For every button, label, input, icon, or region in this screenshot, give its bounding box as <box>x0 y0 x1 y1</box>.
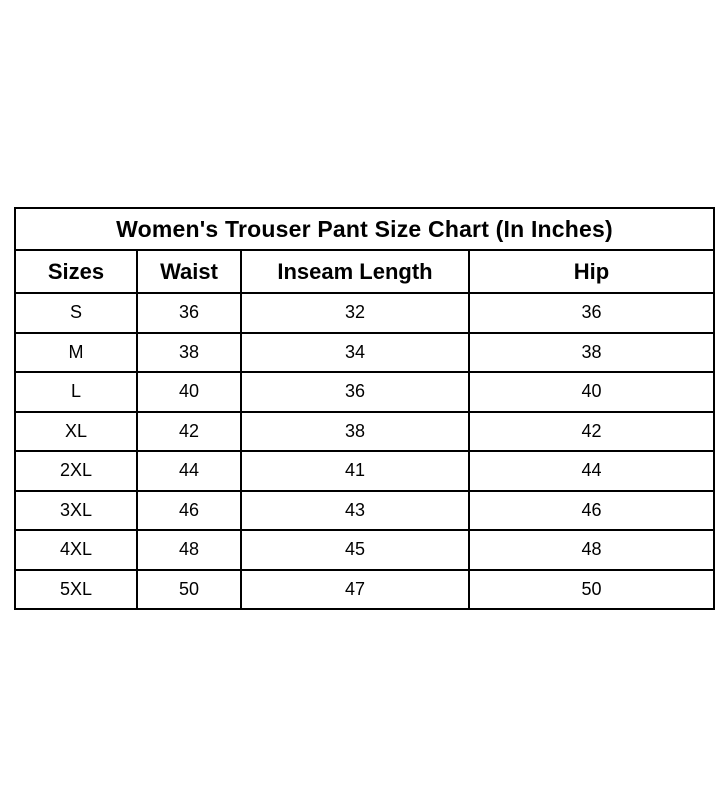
table-row <box>15 530 714 570</box>
cell-hip: 48 <box>469 530 714 570</box>
cell-size: 5XL <box>15 570 137 610</box>
cell-waist: 50 <box>137 570 241 610</box>
cell-inseam: 45 <box>241 530 469 570</box>
cell-waist: 42 <box>137 412 241 452</box>
cell-size: 2XL <box>15 451 137 491</box>
size-chart-table <box>14 207 715 610</box>
table-row <box>15 451 714 491</box>
cell-hip: 38 <box>469 333 714 373</box>
column-header-hip: Hip <box>469 250 714 293</box>
table-row <box>15 372 714 412</box>
cell-size: 3XL <box>15 491 137 531</box>
cell-hip: 46 <box>469 491 714 531</box>
cell-waist: 38 <box>137 333 241 373</box>
cell-size: S <box>15 293 137 333</box>
cell-inseam: 47 <box>241 570 469 610</box>
cell-size: XL <box>15 412 137 452</box>
cell-inseam: 41 <box>241 451 469 491</box>
cell-inseam: 32 <box>241 293 469 333</box>
chart-header-row <box>15 250 714 293</box>
column-header-waist: Waist <box>137 250 241 293</box>
cell-hip: 42 <box>469 412 714 452</box>
table-row <box>15 491 714 531</box>
cell-inseam: 34 <box>241 333 469 373</box>
cell-size: 4XL <box>15 530 137 570</box>
table-row <box>15 293 714 333</box>
cell-inseam: 36 <box>241 372 469 412</box>
chart-title: Women's Trouser Pant Size Chart (In Inches) <box>15 208 714 250</box>
cell-waist: 48 <box>137 530 241 570</box>
cell-waist: 46 <box>137 491 241 531</box>
column-header-inseam-length: Inseam Length <box>241 250 469 293</box>
cell-size: L <box>15 372 137 412</box>
cell-inseam: 43 <box>241 491 469 531</box>
size-chart-container <box>14 207 713 610</box>
chart-title-row <box>15 208 714 250</box>
cell-hip: 50 <box>469 570 714 610</box>
table-row <box>15 412 714 452</box>
cell-waist: 44 <box>137 451 241 491</box>
table-row <box>15 333 714 373</box>
cell-size: M <box>15 333 137 373</box>
cell-waist: 36 <box>137 293 241 333</box>
cell-hip: 40 <box>469 372 714 412</box>
cell-waist: 40 <box>137 372 241 412</box>
cell-hip: 36 <box>469 293 714 333</box>
cell-inseam: 38 <box>241 412 469 452</box>
table-row <box>15 570 714 610</box>
column-header-sizes: Sizes <box>15 250 137 293</box>
cell-hip: 44 <box>469 451 714 491</box>
